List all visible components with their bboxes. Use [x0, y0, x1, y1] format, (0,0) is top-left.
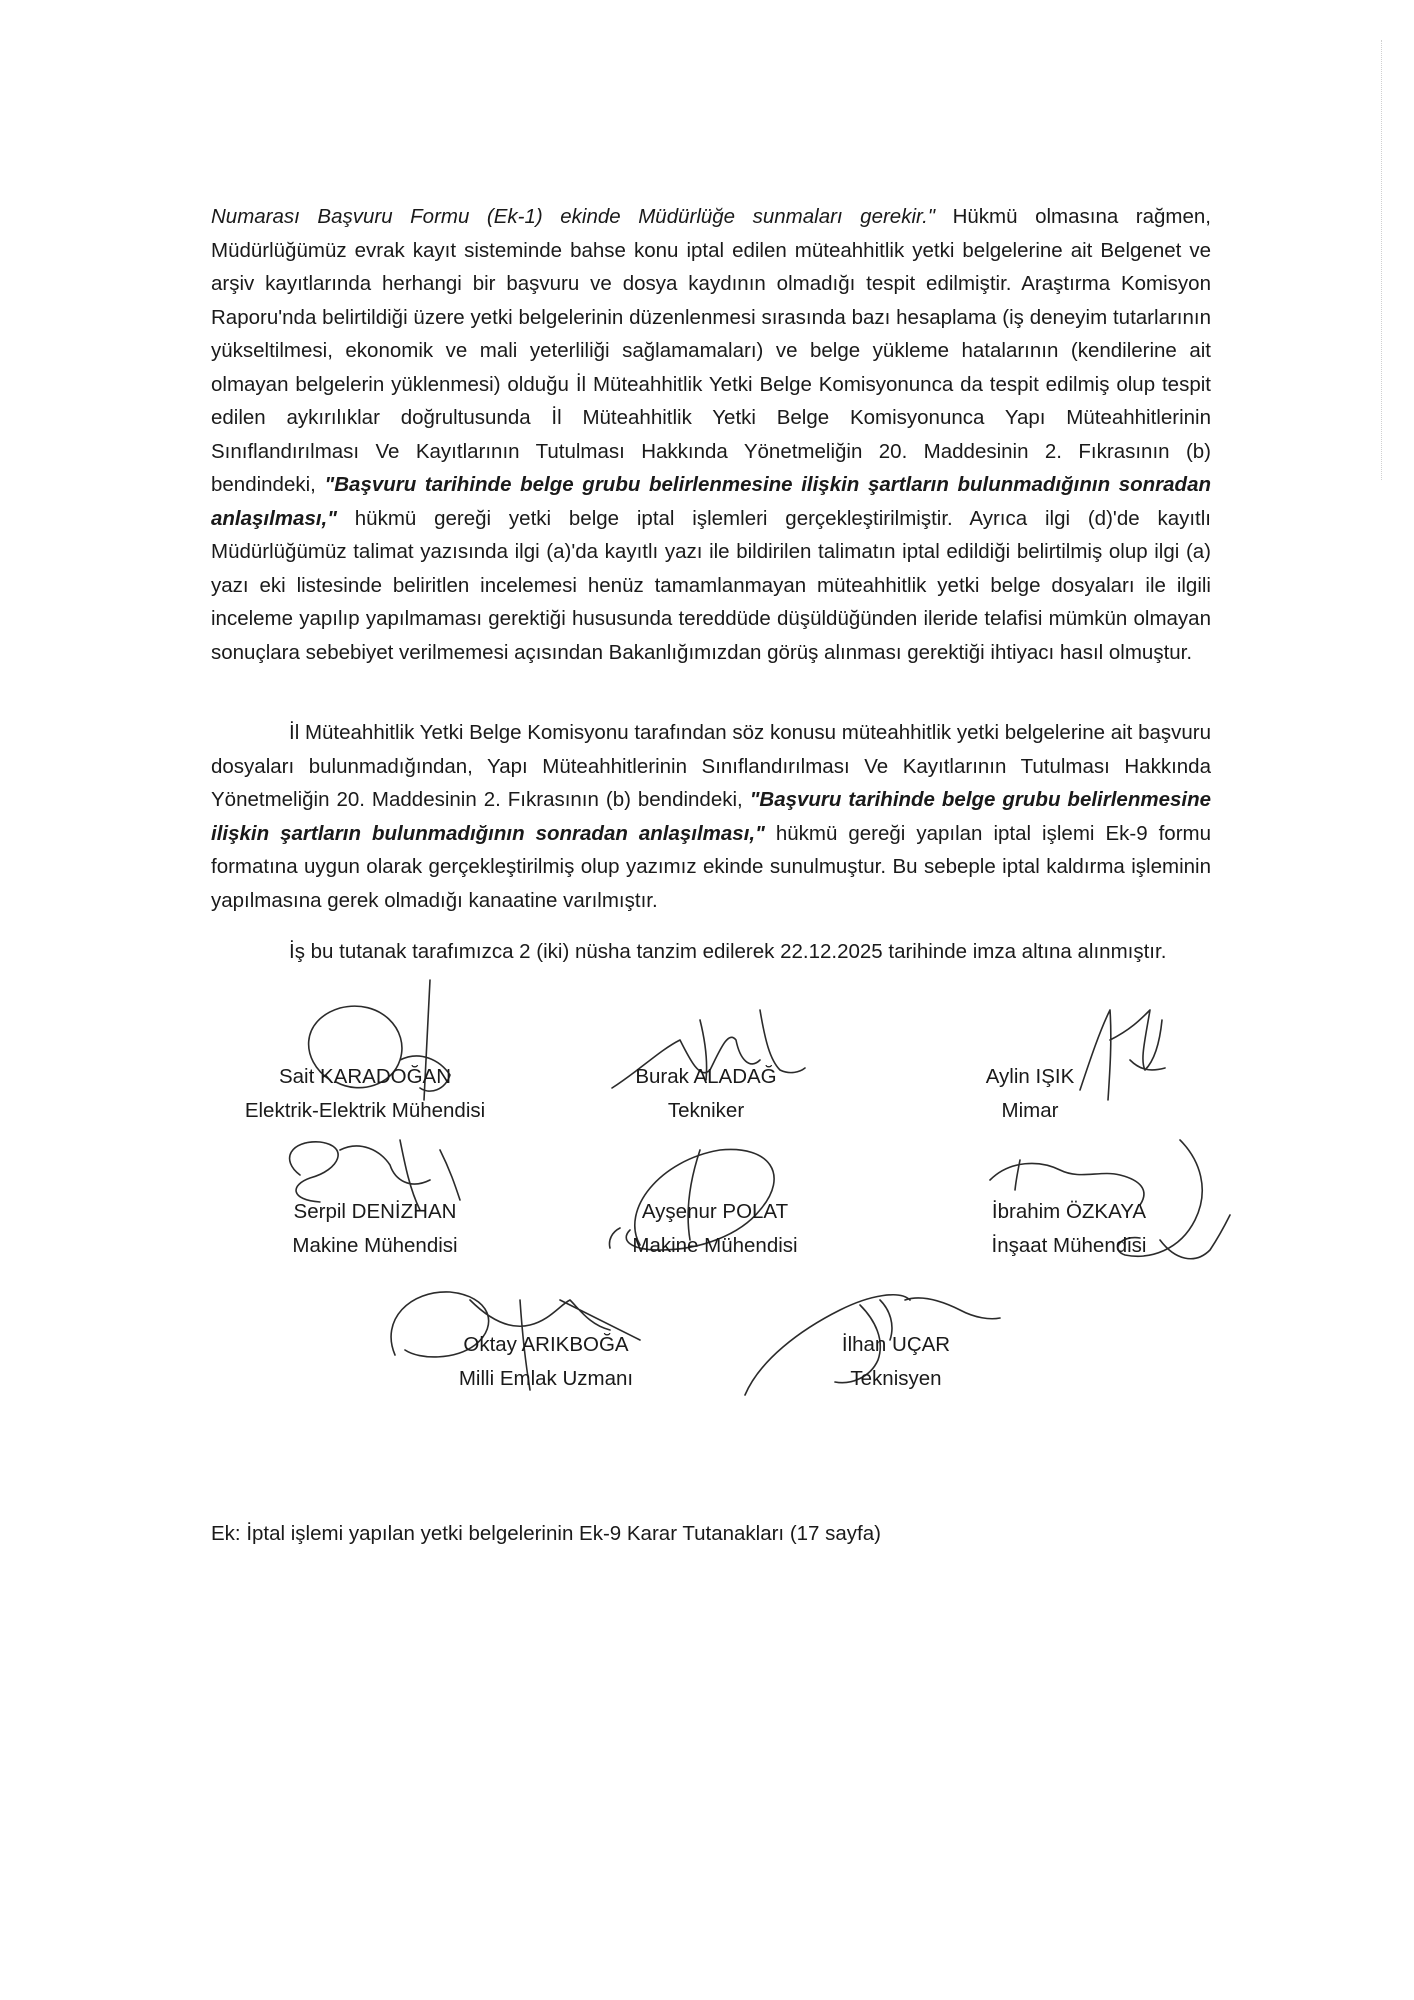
signatory-4-title: Makine Mühendisi: [292, 1234, 458, 1257]
signatory-5-title: Makine Mühendisi: [632, 1234, 798, 1257]
signatory-8: [736, 1328, 1056, 1396]
paragraph-1-quote: "Başvuru tarihinde belge grubu belirlenmesine ilişkin şartların bulunmadığının sonradan anlaşılması,": [211, 473, 1211, 530]
paragraph-2: [211, 716, 1211, 917]
signatory-6-title: İnşaat Mühendisi: [991, 1234, 1147, 1257]
paragraph-2-part-1: İl Müteahhitlik Yetki Belge Komisyonu tarafından söz konusu müteahhitlik yetki belgelerine ait başvuru dosyaları bulunmadığından, Yapı Müteahhitlerinin Sınıflandırılması Ve Kayıtlarının Tutulması Hakkında Yönetmeliğin 20. Maddesinin 2. Fıkrasının (b) bendindeki,: [211, 721, 1211, 811]
paragraph-1: [211, 200, 1211, 669]
paragraph-3-text: İş bu tutanak tarafımızca 2 (iki) nüsha tanzim edilerek 22.12.2025 tarihinde imza altına alınmıştır.: [289, 940, 1167, 963]
paragraph-2-part-3: hükmü gereği yapılan iptal işlemi Ek-9 formu formatına uygun olarak gerçekleştirilmiş olup yazımız ekinde sunulmuştur. Bu sebeple iptal kaldırma işleminin yapılmasına gerek olmadığı kanaatine varılmıştır.: [211, 821, 1211, 912]
signatory-7: [386, 1328, 706, 1396]
signatory-1-name: Sait KARADOĞAN: [278, 1065, 452, 1088]
signatory-1-title: Elektrik-Elektrik Mühendisi: [244, 1099, 486, 1122]
paragraph-3: [211, 935, 1211, 969]
signatory-2-name: Burak ALADAĞ: [635, 1065, 777, 1088]
signatory-3: [870, 1060, 1190, 1128]
paragraph-1-part-2: Hükmü olmasına rağmen, Müdürlüğümüz evrak kayıt sisteminde bahse konu iptal edilen müteahhitlik yetki belgelerine ait Belgenet ve arşiv kayıtlarında herhangi bir başvuru ve dosya kaydının olmadığı tespit edilmiştir. Araştırma Komisyon Raporu'nda belirtildiği üzere yetki belgelerinin düzenlenmesi sırasında bazı hesaplama (iş deneyim tutarlarının yükseltilmesi, ekonomik ve mali yeterliliği sağlamamaları) ve belge yükleme hatalarının (kendilerine ait olmayan belgelerin yüklenmesi) olduğu İl Müteahhitlik Yetki Belge Komisyonunca da tespit edilmiş olup tespit edilen aykırılıklar doğrultusunda İl Müteahhitlik Yetki Belge Komisyonunca Yapı Müteahhitlerinin Sınıflandırılması Ve Kayıtlarının Tutulması Hakkında Yönetmeliğin 20. Maddesinin 2. Fıkrasının (b) bendindeki,: [211, 205, 1211, 496]
signatory-7-name: Oktay ARIKBOĞA: [463, 1333, 629, 1356]
signatory-3-name: Aylin IŞIK: [985, 1065, 1075, 1088]
signatory-2: [546, 1060, 866, 1128]
signatory-3-title: Mimar: [1001, 1099, 1059, 1122]
signatory-6: [909, 1195, 1229, 1263]
signatory-6-name: İbrahim ÖZKAYA: [991, 1200, 1147, 1223]
signatory-4-name: Serpil DENİZHAN: [293, 1200, 457, 1223]
paragraph-1-part-1: Numarası Başvuru Formu (Ek-1) ekinde Müdürlüğe sunmaları gerekir.": [211, 205, 936, 228]
signatory-4: [215, 1195, 535, 1263]
signatory-2-title: Tekniker: [667, 1099, 745, 1122]
signatory-7-title: Milli Emlak Uzmanı: [458, 1367, 634, 1390]
scan-edge-mark: [1381, 40, 1383, 480]
attachment-note: Ek: İptal işlemi yapılan yetki belgelerinin Ek-9 Karar Tutanakları (17 sayfa): [211, 1522, 881, 1545]
signatory-8-title: Teknisyen: [850, 1367, 942, 1390]
signatory-1: [205, 1060, 525, 1128]
signatory-5-name: Ayşenur POLAT: [641, 1200, 789, 1223]
paragraph-2-quote: "Başvuru tarihinde belge grubu belirlenmesine ilişkin şartların bulunmadığının sonradan anlaşılması,": [211, 788, 1211, 845]
paragraph-1-part-4: hükmü gereği yetki belge iptal işlemleri gerçekleştirilmiştir. Ayrıca ilgi (d)'de kayıtlı Müdürlüğümüz talimat yazısında ilgi (a)'da kayıtlı yazı ile bildirilen talimatın iptal edildiği belirtilmiş olup ilgi (a) yazı eki listesinde beliritlen incelemesi henüz tamamlanmayan müteahhitlik yetki belge dosyaları ile ilgili inceleme yapılıp yapılmaması gerektiği hususunda tereddüde düşüldüğünden ileride telafisi mümkün olmayan sonuçlara sebebiyet verilmemesi açısından Bakanlığımızdan görüş alınması gerektiği ihtiyacı hasıl olmuştur.: [211, 506, 1211, 664]
signatory-5: [555, 1195, 875, 1263]
signatory-8-name: İlhan UÇAR: [841, 1333, 951, 1356]
